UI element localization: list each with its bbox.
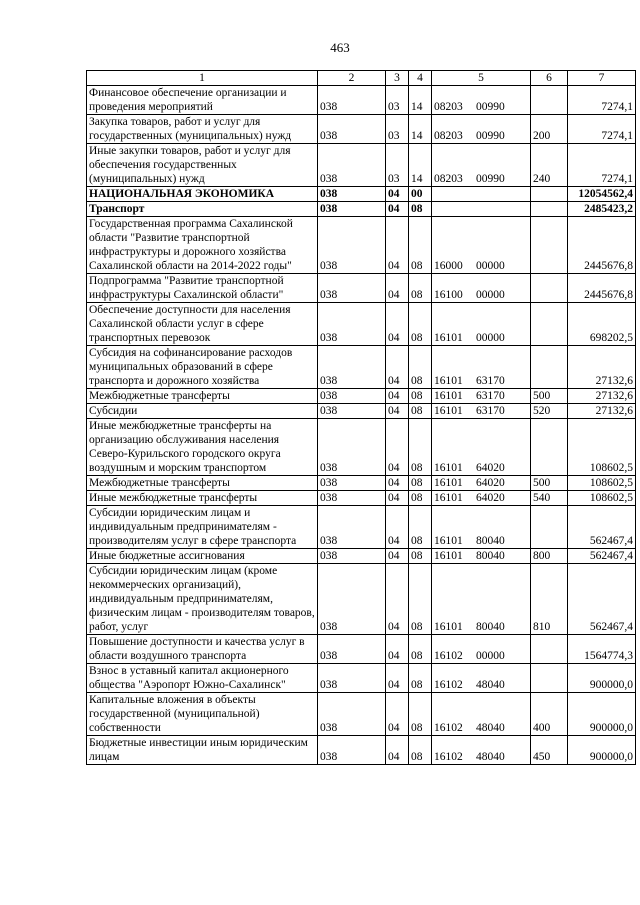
row-target-code-direction: 64020 <box>476 462 505 474</box>
row-subsection-code: 08 <box>409 564 432 635</box>
row-subsection-code: 08 <box>409 693 432 736</box>
row-target-code <box>432 549 531 564</box>
row-target-code-program: 16101 <box>434 550 463 562</box>
row-target-code-program: 08203 <box>434 101 463 113</box>
table-row <box>87 404 636 419</box>
page-number: 463 <box>330 40 350 55</box>
row-section-code: 04 <box>386 564 409 635</box>
row-expense-type-code <box>531 506 568 549</box>
row-ved-code: 038 <box>318 635 386 664</box>
row-subsection-code: 08 <box>409 549 432 564</box>
table-row <box>87 693 636 736</box>
row-expense-type-code: 200 <box>531 115 568 144</box>
row-target-code <box>432 115 531 144</box>
row-target-code-direction: 80040 <box>476 535 505 547</box>
row-section-code: 03 <box>386 86 409 115</box>
header-col-5: 5 <box>432 71 531 86</box>
row-name: Капитальные вложения в объекты государственной (муниципальной) собственности <box>87 693 318 736</box>
row-target-code <box>432 635 531 664</box>
row-section-code: 04 <box>386 404 409 419</box>
row-expense-type-code: 400 <box>531 693 568 736</box>
row-ved-code: 038 <box>318 506 386 549</box>
row-ved-code: 038 <box>318 419 386 476</box>
row-expense-type-code <box>531 187 568 202</box>
row-section-code: 04 <box>386 274 409 303</box>
row-target-code <box>432 693 531 736</box>
row-amount: 7274,1 <box>568 115 636 144</box>
row-expense-type-code <box>531 346 568 389</box>
row-section-code: 04 <box>386 635 409 664</box>
row-target-code-program: 16000 <box>434 260 463 272</box>
table-row <box>87 389 636 404</box>
row-subsection-code: 14 <box>409 115 432 144</box>
row-target-code-program: 16101 <box>434 332 463 344</box>
row-amount: 900000,0 <box>568 693 636 736</box>
row-section-code: 03 <box>386 144 409 187</box>
row-target-code-program: 16101 <box>434 462 463 474</box>
row-amount: 698202,5 <box>568 303 636 346</box>
row-name: Закупка товаров, работ и услуг для государственных (муниципальных) нужд <box>87 115 318 144</box>
row-expense-type-code: 810 <box>531 564 568 635</box>
row-amount: 2485423,2 <box>568 202 636 217</box>
row-subsection-code: 08 <box>409 404 432 419</box>
table-row <box>87 187 636 202</box>
row-name: Межбюджетные трансферты <box>87 389 318 404</box>
row-expense-type-code: 500 <box>531 389 568 404</box>
row-section-code: 04 <box>386 187 409 202</box>
row-amount: 27132,6 <box>568 404 636 419</box>
row-target-code-program: 16101 <box>434 535 463 547</box>
row-ved-code: 038 <box>318 86 386 115</box>
row-subsection-code: 08 <box>409 506 432 549</box>
row-target-code-program: 16101 <box>434 621 463 633</box>
row-target-code-direction: 00000 <box>476 650 505 662</box>
row-ved-code: 038 <box>318 736 386 765</box>
row-subsection-code: 08 <box>409 346 432 389</box>
row-target-code <box>432 274 531 303</box>
row-ved-code: 038 <box>318 346 386 389</box>
row-expense-type-code <box>531 635 568 664</box>
row-name: Повышение доступности и качества услуг в области воздушного транспорта <box>87 635 318 664</box>
table-row <box>87 506 636 549</box>
row-subsection-code: 08 <box>409 217 432 274</box>
row-ved-code: 038 <box>318 476 386 491</box>
row-target-code-direction: 00990 <box>476 130 505 142</box>
row-subsection-code: 08 <box>409 635 432 664</box>
row-amount: 7274,1 <box>568 86 636 115</box>
row-subsection-code: 08 <box>409 303 432 346</box>
row-amount: 27132,6 <box>568 346 636 389</box>
budget-table <box>86 70 636 765</box>
row-subsection-code: 08 <box>409 476 432 491</box>
row-target-code <box>432 404 531 419</box>
row-target-code <box>432 202 531 217</box>
row-target-code <box>432 187 531 202</box>
row-ved-code: 038 <box>318 144 386 187</box>
row-subsection-code: 08 <box>409 202 432 217</box>
row-target-code-direction: 48040 <box>476 751 505 763</box>
header-col-1: 1 <box>87 71 318 86</box>
row-section-code: 04 <box>386 202 409 217</box>
table-row <box>87 635 636 664</box>
row-target-code <box>432 303 531 346</box>
row-target-code-direction: 00000 <box>476 289 505 301</box>
row-ved-code: 038 <box>318 187 386 202</box>
row-expense-type-code: 500 <box>531 476 568 491</box>
row-target-code <box>432 564 531 635</box>
row-ved-code: 038 <box>318 564 386 635</box>
row-target-code-direction: 00990 <box>476 101 505 113</box>
row-section-code: 04 <box>386 491 409 506</box>
row-expense-type-code <box>531 86 568 115</box>
row-name: Субсидии <box>87 404 318 419</box>
row-target-code-direction: 00000 <box>476 332 505 344</box>
row-name: Иные закупки товаров, работ и услуг для обеспечения государственных (муниципальных) нужд <box>87 144 318 187</box>
row-target-code-direction: 63170 <box>476 390 505 402</box>
row-amount: 900000,0 <box>568 664 636 693</box>
row-ved-code: 038 <box>318 491 386 506</box>
row-target-code <box>432 506 531 549</box>
row-name: Финансовое обеспечение организации и проведения мероприятий <box>87 86 318 115</box>
row-ved-code: 038 <box>318 693 386 736</box>
row-target-code-direction: 64020 <box>476 492 505 504</box>
row-section-code: 04 <box>386 664 409 693</box>
row-expense-type-code: 540 <box>531 491 568 506</box>
row-target-code <box>432 736 531 765</box>
row-subsection-code: 08 <box>409 274 432 303</box>
row-subsection-code: 08 <box>409 736 432 765</box>
table-row <box>87 549 636 564</box>
row-section-code: 04 <box>386 736 409 765</box>
row-name: Бюджетные инвестиции иным юридическим лицам <box>87 736 318 765</box>
row-target-code <box>432 476 531 491</box>
row-target-code-program: 16101 <box>434 405 463 417</box>
row-target-code <box>432 217 531 274</box>
row-ved-code: 038 <box>318 274 386 303</box>
row-expense-type-code <box>531 217 568 274</box>
row-expense-type-code: 520 <box>531 404 568 419</box>
row-target-code-program: 16102 <box>434 679 463 691</box>
row-section-code: 04 <box>386 303 409 346</box>
row-name: Субсидии юридическим лицам и индивидуальным предпринимателям - производителям услуг в сфере транспорта <box>87 506 318 549</box>
row-amount: 108602,5 <box>568 491 636 506</box>
table-row <box>87 491 636 506</box>
row-target-code-direction: 63170 <box>476 375 505 387</box>
table-row <box>87 115 636 144</box>
header-col-3: 3 <box>386 71 409 86</box>
row-target-code-program: 08203 <box>434 130 463 142</box>
table-row <box>87 419 636 476</box>
row-section-code: 04 <box>386 693 409 736</box>
row-target-code <box>432 346 531 389</box>
row-target-code-direction: 64020 <box>476 477 505 489</box>
row-section-code: 04 <box>386 506 409 549</box>
row-target-code-direction: 80040 <box>476 621 505 633</box>
row-name: Транспорт <box>87 202 318 217</box>
row-target-code-program: 16101 <box>434 375 463 387</box>
header-col-6: 6 <box>531 71 568 86</box>
row-target-code-program: 16101 <box>434 390 463 402</box>
table-row <box>87 86 636 115</box>
row-subsection-code: 08 <box>409 491 432 506</box>
row-target-code <box>432 144 531 187</box>
row-subsection-code: 08 <box>409 419 432 476</box>
row-target-code-direction: 00990 <box>476 173 505 185</box>
row-amount: 2445676,8 <box>568 217 636 274</box>
row-name: Иные межбюджетные трансферты <box>87 491 318 506</box>
row-name: НАЦИОНАЛЬНАЯ ЭКОНОМИКА <box>87 187 318 202</box>
row-name: Субсидии юридическим лицам (кроме некоммерческих организаций), индивидуальным предпринимателям, физическим лицам - производителям товаров, работ, услуг <box>87 564 318 635</box>
row-target-code <box>432 664 531 693</box>
row-amount: 1564774,3 <box>568 635 636 664</box>
header-col-7: 7 <box>568 71 636 86</box>
row-amount: 900000,0 <box>568 736 636 765</box>
row-ved-code: 038 <box>318 217 386 274</box>
header-col-4: 4 <box>409 71 432 86</box>
row-amount: 562467,4 <box>568 549 636 564</box>
row-target-code-direction: 00000 <box>476 260 505 272</box>
row-section-code: 04 <box>386 389 409 404</box>
row-amount: 108602,5 <box>568 419 636 476</box>
row-name: Иные бюджетные ассигнования <box>87 549 318 564</box>
row-amount: 27132,6 <box>568 389 636 404</box>
row-target-code <box>432 389 531 404</box>
row-subsection-code: 08 <box>409 664 432 693</box>
row-ved-code: 038 <box>318 303 386 346</box>
row-target-code <box>432 86 531 115</box>
table-row <box>87 736 636 765</box>
row-subsection-code: 08 <box>409 389 432 404</box>
row-target-code-program: 16102 <box>434 650 463 662</box>
row-name: Государственная программа Сахалинской области "Развитие транспортной инфраструктуры и дорожного хозяйства Сахалинской области на 2014-2022 годы" <box>87 217 318 274</box>
table-row <box>87 664 636 693</box>
row-amount: 12054562,4 <box>568 187 636 202</box>
row-expense-type-code <box>531 274 568 303</box>
row-amount: 562467,4 <box>568 564 636 635</box>
row-target-code-direction: 48040 <box>476 679 505 691</box>
row-ved-code: 038 <box>318 115 386 144</box>
table-row <box>87 346 636 389</box>
row-expense-type-code: 800 <box>531 549 568 564</box>
row-expense-type-code <box>531 202 568 217</box>
row-ved-code: 038 <box>318 389 386 404</box>
table-row <box>87 564 636 635</box>
row-target-code-program: 16101 <box>434 477 463 489</box>
row-name: Взнос в уставный капитал акционерного общества "Аэропорт Южно-Сахалинск" <box>87 664 318 693</box>
row-section-code: 04 <box>386 346 409 389</box>
table-row <box>87 274 636 303</box>
table-row <box>87 144 636 187</box>
row-target-code-program: 08203 <box>434 173 463 185</box>
row-name: Субсидия на софинансирование расходов муниципальных образований в сфере транспорта и дорожного хозяйства <box>87 346 318 389</box>
row-name: Обеспечение доступности для населения Сахалинской области услуг в сфере транспортных перевозок <box>87 303 318 346</box>
table-row <box>87 303 636 346</box>
row-amount: 7274,1 <box>568 144 636 187</box>
row-amount: 562467,4 <box>568 506 636 549</box>
row-target-code-program: 16100 <box>434 289 463 301</box>
row-target-code-direction: 80040 <box>476 550 505 562</box>
row-target-code <box>432 419 531 476</box>
row-section-code: 04 <box>386 217 409 274</box>
row-section-code: 03 <box>386 115 409 144</box>
table-row <box>87 476 636 491</box>
row-subsection-code: 00 <box>409 187 432 202</box>
row-section-code: 04 <box>386 419 409 476</box>
row-expense-type-code <box>531 664 568 693</box>
row-target-code-program: 16102 <box>434 751 463 763</box>
row-target-code-program: 16101 <box>434 492 463 504</box>
table-row <box>87 202 636 217</box>
row-section-code: 04 <box>386 549 409 564</box>
table-row <box>87 217 636 274</box>
row-target-code-direction: 48040 <box>476 722 505 734</box>
row-name: Иные межбюджетные трансферты на организацию обслуживания населения Северо-Курильского городского округа воздушным и морским транспортом <box>87 419 318 476</box>
row-expense-type-code <box>531 303 568 346</box>
table-header-row <box>87 71 636 86</box>
row-expense-type-code: 240 <box>531 144 568 187</box>
row-ved-code: 038 <box>318 664 386 693</box>
row-section-code: 04 <box>386 476 409 491</box>
row-subsection-code: 14 <box>409 144 432 187</box>
row-name: Межбюджетные трансферты <box>87 476 318 491</box>
header-col-2: 2 <box>318 71 386 86</box>
row-amount: 108602,5 <box>568 476 636 491</box>
row-expense-type-code: 450 <box>531 736 568 765</box>
row-subsection-code: 14 <box>409 86 432 115</box>
row-ved-code: 038 <box>318 202 386 217</box>
row-target-code-program: 16102 <box>434 722 463 734</box>
row-ved-code: 038 <box>318 549 386 564</box>
row-amount: 2445676,8 <box>568 274 636 303</box>
row-ved-code: 038 <box>318 404 386 419</box>
row-expense-type-code <box>531 419 568 476</box>
row-name: Подпрограмма "Развитие транспортной инфраструктуры Сахалинской области" <box>87 274 318 303</box>
row-target-code-direction: 63170 <box>476 405 505 417</box>
row-target-code <box>432 491 531 506</box>
